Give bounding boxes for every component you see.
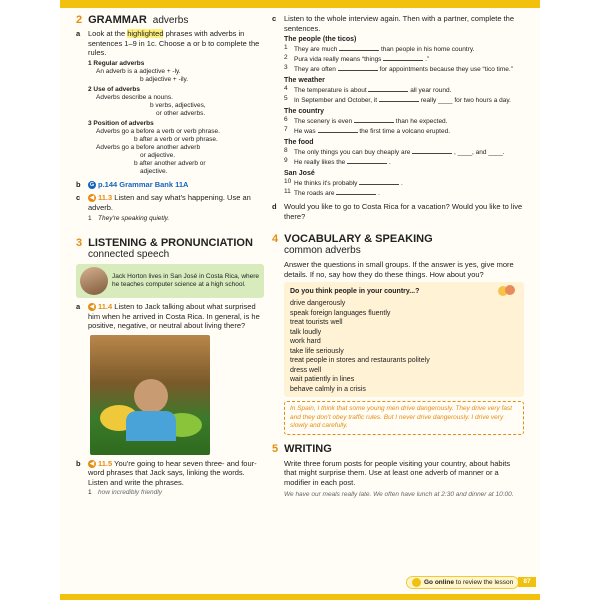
adverb-list [290,299,518,394]
sentence-row: 3 They are often for appointments because they use “tico time.” [284,64,513,73]
grammar-c-example: 1 They're speaking quietly. [88,215,170,222]
audio-track[interactable]: 11.4 [98,302,113,311]
section-subtitle: connected speech [88,249,170,260]
answer-blank[interactable] [347,157,387,164]
highlighted-word: highlighted [127,29,164,38]
sentence-row: 11 The roads are . [284,188,380,197]
sentence-row: 9 He really likes the . [284,157,391,166]
listening-b-example: 1 how incredibly friendly [88,489,162,496]
bio-text: Jack Horton lives in San José in Costa Rica, where he teaches computer science at a high school. [112,273,260,288]
sentence-groups [284,35,524,198]
answer-blank[interactable] [412,147,452,154]
sentence-row: 6 The scenery is even than he expected. [284,116,448,125]
writing-text: Write three forum posts for people visiting your country, about habits that might surprise them. Use at least one adverb of manner or a modifier in each post. [284,458,511,487]
page-number: 87 [518,577,536,587]
answer-blank[interactable] [368,85,408,92]
sentence-row: 1 They are much than people in his home country. [284,44,475,53]
box-title: Do you think people in your country...? [290,287,420,295]
sentence-row: 8 The only things you can buy cheaply are , ____, and ____. [284,147,505,156]
listening-exercise-b: b ◀ 11.5 You're going to hear seven three- and four-word phrases that Jack says, linking the words. Listen and write the phrases. [76,458,257,487]
list-item: work hard [290,338,321,345]
sentence-row: 2 Pura vida really means “things .” [284,54,430,63]
section-number: 3 [76,237,83,249]
writing-example: We have our meals really late. We often have lunch at 2:30 and dinner at 10:00. [284,491,514,498]
grammar-exercise-b: b G p.144 Grammar Bank 11A [76,179,189,189]
go-online-button[interactable]: Go online to review the lesson [406,576,519,589]
audio-track[interactable]: 11.3 [98,193,113,202]
section-title: LISTENING & PRONUNCIATION [88,237,253,249]
list-item: speak foreign languages fluently [290,309,391,317]
section-title: GRAMMAR [88,14,147,26]
grammar-heading [76,14,264,26]
vocab-heading [272,233,524,245]
sentence-row: 10 He thinks it's probably . [284,178,403,187]
answer-blank[interactable] [383,54,423,61]
answer-blank[interactable] [338,64,378,71]
section-subtitle: adverbs [152,15,189,26]
left-column [76,14,264,497]
list-item: talk loudly [290,328,322,336]
group-category: San José [284,170,315,177]
answer-blank[interactable] [339,44,379,51]
interview-exercise-d: d Would you like to go to Costa Rica for a vacation? Would you like to live there? [272,202,523,221]
section-number: 5 [272,442,279,455]
answer-blank[interactable] [359,178,399,185]
listening-exercise-a: a ◀ 11.4 Listen to Jack talking about what surprised him when he arrived in Costa Rica. In general, is he positive, negative, or neutral about living there? [76,302,260,330]
top-band [60,0,540,8]
right-column [272,14,524,499]
answer-blank[interactable] [379,95,419,102]
section-number: 2 [76,14,83,26]
group-category: The country [284,108,325,115]
writing-heading [272,443,524,455]
market-photo [90,335,210,455]
vocab-intro: Answer the questions in small groups. If the answer is yes, give more details. If no, say how they do these things. How about you? [284,260,514,279]
audio-icon[interactable]: ◀ [89,195,95,202]
bio-box [76,264,264,298]
section-title: WRITING [284,442,332,455]
audio-icon[interactable]: ◀ [89,460,95,467]
list-item: behave calmly in a crisis [290,385,366,393]
globe-icon [412,578,421,587]
section-subtitle: common adverbs [284,245,361,256]
audio-icon[interactable]: ◀ [89,304,95,311]
section-number: 4 [272,233,279,245]
group-category: The people (the ticos) [284,36,357,43]
avatar [80,267,108,295]
grammar-bank-icon: G [89,181,95,188]
sentence-row: 5 In September and October, it really ____ for two hours a day. [284,95,511,104]
interview-exercise-c: c Listen to the whole interview again. Then with a partner, complete the sentences. [272,14,514,33]
list-item: wait patiently in lines [290,376,355,383]
sentence-row: 7 He was the first time a volcano erupted. [284,126,450,135]
speaking-example: In Spain, I think that some young men drive dangerously. They drive very fast and they don't obey traffic rules. But I never drive dangerously. I drive very slowly and carefully. [284,401,524,435]
group-category: The food [284,139,314,146]
list-item: treat tourists well [290,319,343,326]
answer-blank[interactable] [318,126,358,133]
bottom-band [60,594,540,600]
grammar-exercise-c: c ◀ 11.3 Listen and say what's happening. Use an adverb. [76,193,251,212]
list-item: dress well [290,366,322,374]
adverb-box [284,282,524,397]
textbook-page [60,0,540,600]
group-category: The weather [284,77,325,84]
grammar-bank-link[interactable]: p.144 Grammar Bank 11A [98,179,189,189]
grammar-exercise-a: a Look at the highlighted phrases with adverbs in sentences 1–9 in 1c. Choose a or b to complete the rules. [76,29,260,57]
section-title: VOCABULARY & SPEAKING [284,233,433,245]
rules-list: 1 Regular adverbs An adverb is a adjective + -ly. b adjective + -ily. 2 Use of adverbs Adverbs describe a nouns. b verbs, adjectives, or other adverbs. 3 Position of adverbs Adverbs go a before a verb or verb phrase. b after a verb or verb phrase. Adverbs go a before another adverb or adjective. b after another adverb or adjective. [88,59,220,175]
answer-blank[interactable] [336,188,376,195]
speech-bubbles-icon [498,285,518,297]
sentence-row: 4 The temperature is about all year round. [284,85,452,94]
listening-heading [76,237,264,249]
list-item: take life seriously [290,347,344,355]
answer-blank[interactable] [354,116,394,123]
list-item: drive dangerously [290,300,346,307]
audio-track[interactable]: 11.5 [98,458,113,468]
list-item: treat people in stores and restaurants politely [290,357,430,364]
